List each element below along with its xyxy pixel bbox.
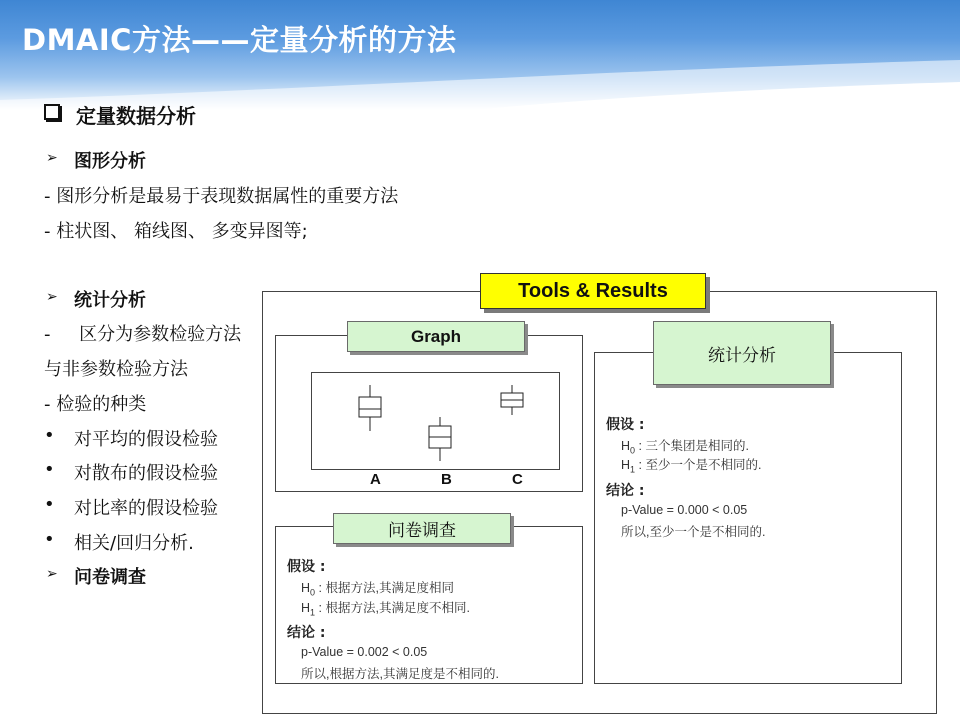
stat-h1-line: $H_1$ : 至少一个是不相同的.	[621, 458, 762, 475]
boxplot-svg	[312, 373, 559, 469]
stat-analysis-line-1: - 区分为参数检验方法	[44, 324, 242, 345]
stat-panel	[594, 352, 902, 684]
stat-analysis-line-2: 与非参数检验方法	[44, 359, 188, 380]
slide-title: DMAIC方法——定量分析的方法	[22, 23, 457, 57]
survey-heading: 问卷调查	[74, 567, 146, 588]
boxplot-area	[311, 372, 560, 470]
section-title: 定量数据分析	[76, 104, 196, 128]
checkbox-bullet-icon	[44, 104, 60, 120]
survey-conclusion-label: 结论 :	[287, 625, 326, 641]
boxplot-b	[429, 417, 451, 461]
survey-label: 问卷调查	[333, 513, 511, 544]
survey-p-value: p-Value = 0.002 < 0.05	[301, 645, 428, 659]
boxplot-a	[359, 385, 381, 431]
stat-label: 统计分析	[653, 321, 831, 385]
survey-conclusion-text: 所以,根据方法,其满足度是不相同的.	[301, 667, 499, 681]
graph-analysis-line-2: - 柱状图、 箱线图、 多变异图等;	[44, 221, 308, 242]
boxplot-label-b: B	[441, 471, 452, 488]
bullet-dot: •	[44, 529, 55, 550]
stat-conclusion-label: 结论 :	[606, 483, 645, 499]
stat-p-value: p-Value = 0.000 < 0.05	[621, 503, 748, 517]
graph-label: Graph	[347, 321, 525, 352]
boxplot-label-c: C	[512, 471, 523, 488]
bullet-dot: •	[44, 494, 55, 515]
bullet-dot: •	[44, 425, 55, 446]
arrow-bullet-icon: ➢	[46, 150, 58, 166]
test-type-item: 对散布的假设检验	[74, 463, 218, 484]
survey-h0-line: $H_0$ : 根据方法,其满足度相同	[301, 581, 454, 598]
test-type-item: 对平均的假设检验	[74, 429, 218, 450]
survey-h1-line: $H_1$ : 根据方法,其满足度不相同.	[301, 601, 470, 618]
graph-analysis-heading: 图形分析	[74, 151, 146, 172]
tools-results-label: Tools & Results	[480, 273, 706, 309]
bullet-dot: •	[44, 459, 55, 480]
test-type-item: 相关/回归分析.	[74, 533, 194, 554]
boxplot-label-a: A	[370, 471, 381, 488]
test-type-item: 对比率的假设检验	[74, 498, 218, 519]
survey-hypothesis-label: 假设 :	[287, 559, 326, 575]
arrow-bullet-icon: ➢	[46, 566, 58, 582]
stat-h0-line: $H_0$ : 三个集团是相同的.	[621, 439, 749, 456]
stat-analysis-line-3: - 检验的种类	[44, 394, 147, 415]
graph-analysis-line-1: - 图形分析是最易于表现数据属性的重要方法	[44, 186, 399, 207]
stat-hypothesis-label: 假设 :	[606, 417, 645, 433]
arrow-bullet-icon: ➢	[46, 289, 58, 305]
stat-analysis-heading: 统计分析	[74, 290, 146, 311]
title-banner	[0, 0, 960, 110]
stat-conclusion-text: 所以,至少一个是不相同的.	[621, 525, 766, 539]
boxplot-c	[501, 385, 523, 415]
